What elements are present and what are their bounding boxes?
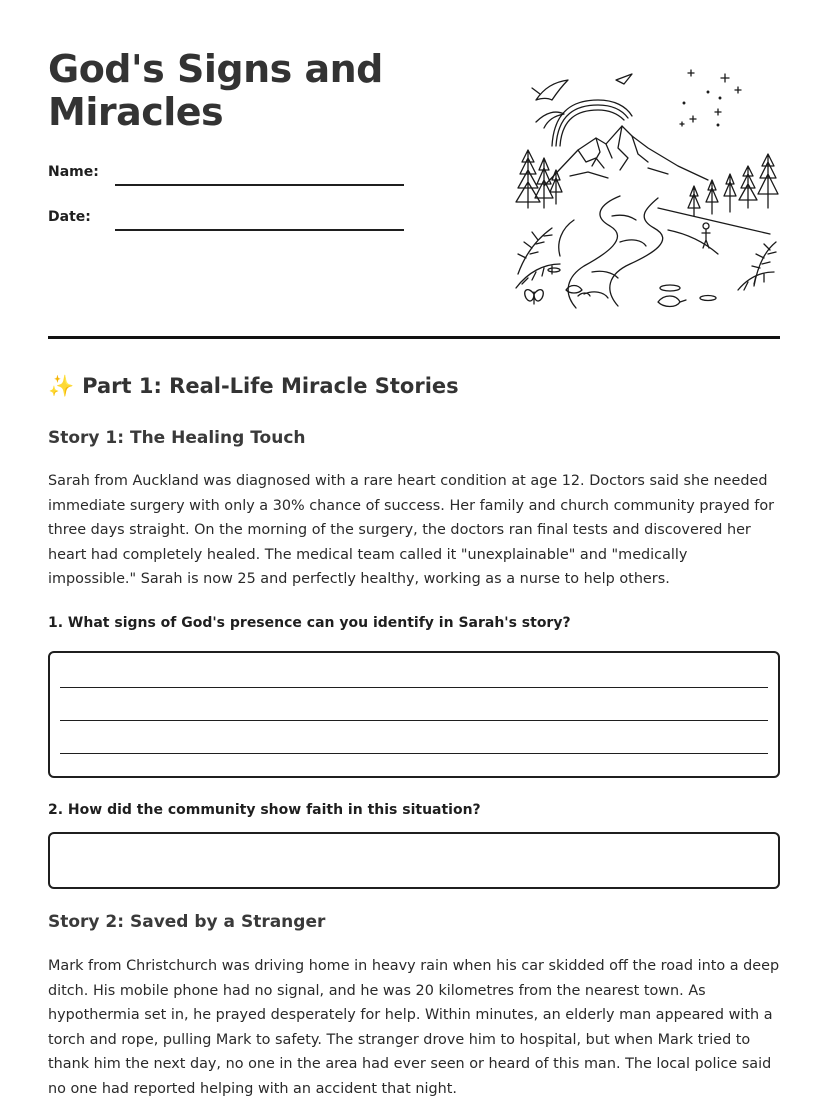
sparkles-icon: ✨	[48, 374, 75, 398]
stars-icon	[680, 70, 741, 126]
answer-line[interactable]	[60, 687, 768, 688]
header-divider	[48, 336, 780, 339]
name-label: Name:	[48, 164, 99, 180]
part1-heading	[48, 374, 459, 399]
name-line[interactable]	[115, 184, 404, 186]
river-icon	[568, 196, 663, 308]
shore-icon	[548, 208, 770, 301]
answer-box-1[interactable]	[48, 651, 780, 778]
answer-line[interactable]	[60, 753, 768, 754]
mountains-icon	[544, 126, 708, 186]
butterfly-icon	[525, 290, 544, 304]
ferns-icon	[516, 228, 776, 290]
answer-line[interactable]	[60, 720, 768, 721]
answer-box-2[interactable]	[48, 832, 780, 889]
story2-heading: Story 2: Saved by a Stranger	[48, 912, 326, 932]
rocks-icon	[566, 286, 590, 297]
worksheet-title: God's Signs and Miracles	[48, 47, 383, 134]
person-icon	[702, 223, 710, 248]
question-2: 2. How did the community show faith in this situation?	[48, 802, 481, 818]
story1-text: Sarah from Auckland was diagnosed with a rare heart condition at age 12. Doctors said she needed immediate surgery with only a 30% chance of success. Her family and church community prayed for three days straight. On the morning of the surgery, the doctors ran final tests and discovered her heart had completely healed. The medical team called it "unexplainable" and "medically impossible." Sarah is now 25 and perfectly healthy, working as a nurse to help others.	[48, 473, 775, 588]
pine-trees-right-icon	[688, 154, 778, 216]
duck-icon	[658, 296, 686, 307]
birds-icon	[532, 74, 632, 128]
worksheet-header	[48, 48, 780, 330]
date-label: Date:	[48, 209, 91, 225]
name-field[interactable]	[48, 152, 408, 182]
question-1: 1. What signs of God's presence can you identify in Sarah's story?	[48, 615, 571, 631]
story1-heading: Story 1: The Healing Touch	[48, 428, 306, 448]
landscape-illustration	[508, 58, 780, 320]
pine-trees-left-icon	[516, 150, 562, 208]
story2-text: Mark from Christchurch was driving home in heavy rain when his car skidded off the road into a deep ditch. His mobile phone had no signal, and he was 20 kilometres from the nearest town. As hypothermia set in, he prayed desperately for help. Within minutes, an elderly man appeared with a torch and rope, pulling Mark to safety. The stranger drove him to hospital, but when Mark tried to thank him the next day, no one in the area had ever seen or heard of this man. The local police said no one had reported helping with an accident that night.	[48, 958, 780, 1097]
part1-heading-text: Part 1: Real-Life Miracle Stories	[82, 374, 459, 398]
date-line[interactable]	[115, 229, 404, 231]
date-field[interactable]	[48, 197, 408, 227]
